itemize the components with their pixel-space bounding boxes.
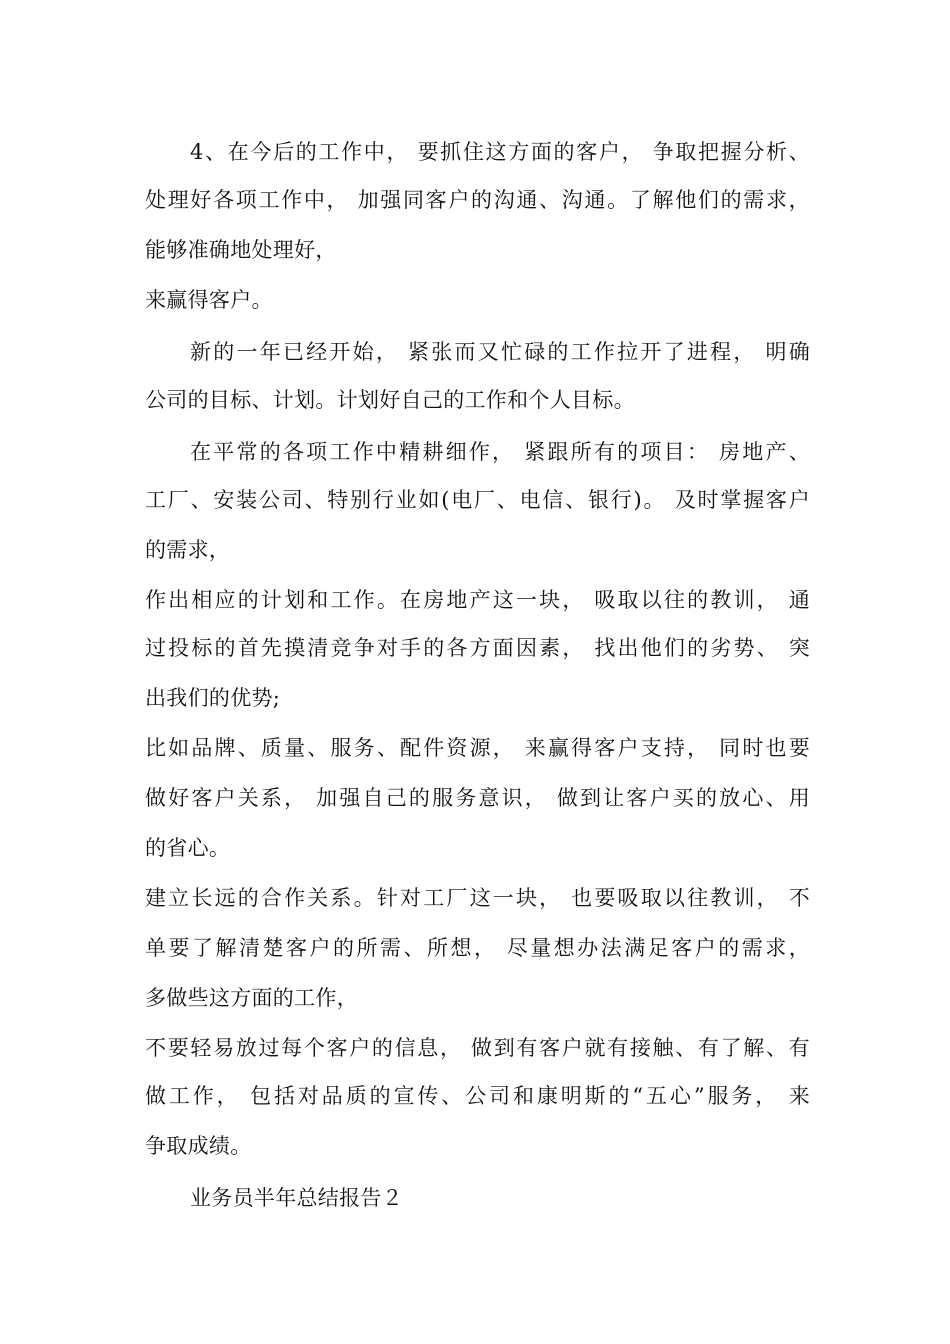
- text-line: 单要了解清楚客户的所需、所想， 尽量想办法满足客户的需求，: [145, 936, 810, 960]
- text-line: 在平常的各项工作中精耕细作， 紧跟所有的项目： 房地产、: [190, 440, 810, 464]
- text-line: 建立长远的合作关系。针对工厂这一块， 也要吸取以往教训， 不: [145, 886, 810, 910]
- text-line: 新的一年已经开始， 紧张而又忙碌的工作拉开了进程， 明确: [190, 340, 810, 364]
- text-line: 工厂、安装公司、特别行业如(电厂、电信、银行)。 及时掌握客户: [145, 488, 810, 512]
- text-line: 多做些这方面的工作，: [145, 986, 358, 1010]
- text-line: 比如品牌、质量、服务、配件资源， 来赢得客户支持， 同时也要: [145, 736, 810, 760]
- text-line: 4、在今后的工作中， 要抓住这方面的客户， 争取把握分析、: [190, 140, 810, 164]
- section-heading: 业务员半年总结报告２: [190, 1186, 403, 1210]
- text-line: 公司的目标、计划。计划好自己的工作和个人目标。: [145, 388, 635, 412]
- text-line: 争取成绩。: [145, 1134, 252, 1158]
- text-line: 处理好各项工作中， 加强同客户的沟通、沟通。了解他们的需求，: [145, 188, 810, 212]
- text-line: 的需求，: [145, 538, 231, 562]
- text-line: 的省心。: [145, 836, 231, 860]
- text-line: 能够准确地处理好，: [145, 238, 337, 262]
- text-line: 来赢得客户。: [145, 288, 273, 312]
- text-line: 过投标的首先摸清竞争对手的各方面因素， 找出他们的劣势、 突: [145, 636, 810, 660]
- text-line: 不要轻易放过每个客户的信息， 做到有客户就有接触、有了解、有: [145, 1036, 810, 1060]
- text-line: 作出相应的计划和工作。在房地产这一块， 吸取以往的教训， 通: [145, 588, 810, 612]
- text-line: 做好客户关系， 加强自己的服务意识， 做到让客户买的放心、用: [145, 786, 810, 810]
- text-line: 出我们的优势;: [145, 686, 281, 710]
- text-line: 做工作， 包括对品质的宣传、公司和康明斯的“五心”服务， 来: [145, 1084, 810, 1108]
